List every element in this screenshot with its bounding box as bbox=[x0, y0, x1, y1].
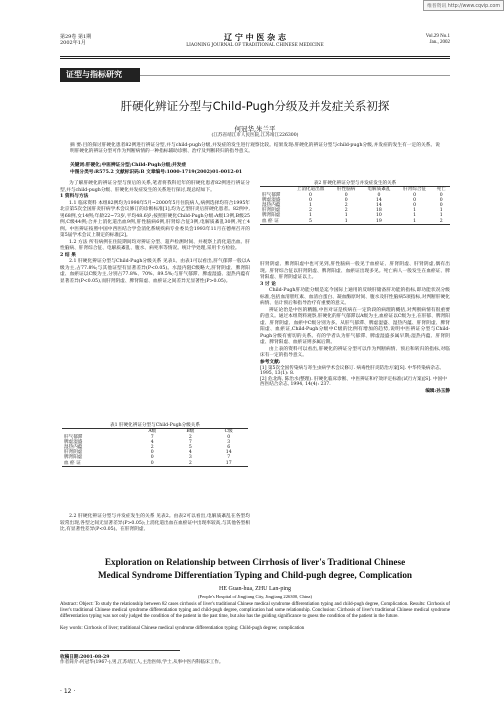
column-header: 电解质紊乱 bbox=[367, 187, 391, 193]
journal-header bbox=[170, 32, 340, 48]
left-column bbox=[60, 181, 250, 285]
table-1-caption: 表1 肝硬化辨证分型与Child-Pugh分级关系 bbox=[110, 423, 200, 428]
english-affiliation: (People's Hospital of Jingjiang City, Jingjiang 226300, China) bbox=[198, 594, 312, 599]
table-cell: 肝气郁滞 bbox=[64, 434, 83, 440]
table-cell: 0 bbox=[413, 192, 417, 198]
footnote-rule bbox=[60, 650, 180, 651]
table-cell: 2 bbox=[344, 208, 348, 214]
table-cell: 1 bbox=[309, 213, 312, 219]
table-cell: 0 bbox=[344, 197, 348, 203]
table-cell: 6 bbox=[227, 445, 231, 451]
table-cell: 19 bbox=[375, 218, 382, 224]
table-cell: 脾虚湿盛 bbox=[64, 439, 83, 445]
banner-rule bbox=[140, 75, 450, 76]
table-cell: 湿热内蕴 bbox=[262, 203, 281, 209]
intro-paragraph: 为了解肝硬化的辨证分型与预后的关系,笔者将我科近年的肝硬化患者82例进行辨证分型,并与child-pugh分级、肝硬化并发症发生的关系进行探讨,现总结如下。 bbox=[60, 181, 250, 193]
table-cell: 0 bbox=[309, 197, 312, 203]
table-cell: 3 bbox=[227, 439, 231, 445]
watermark: 维普资讯 http://www.cqvip.com bbox=[423, 0, 504, 11]
table-2 bbox=[260, 181, 450, 225]
table-cell: 脾肾阳虚 bbox=[64, 455, 83, 461]
table-cell: 7 bbox=[188, 439, 192, 445]
table-cell: 2 bbox=[309, 208, 312, 214]
table-cell: 0 bbox=[309, 192, 312, 198]
table-cell: 14 bbox=[225, 450, 232, 456]
column-header: B级 bbox=[186, 429, 195, 435]
abstract-cn: 摘 要:目的探讨肝硬化患者82例进行辨证分型,并与child-pugh分级,并发症的发生进行观察比较。结果发现:肝硬化的辨证分型与child-pugh分级,并发症的发生有一定的关系。说明肝硬化的辨证分型可作为判断病情的一种指标辅助诊断、治疗及判断转归的指导意义。 bbox=[70, 143, 440, 154]
discussion-paragraph-1: Child-Pugh肝功能分级是迄今国际上通用的反映肝储备肝功能的指标,即功能状况分级标准,包括血清胆红素、血清白蛋白、凝血酶原时间、腹水及肝性脑病5项指标,对判断肝硬化病情、估计预后和指导治疗有重要的意义。 bbox=[260, 288, 450, 306]
table-cell: 1 bbox=[439, 213, 443, 219]
english-abstract: Abstract: Object: To study the relationship between 82 cases cirrhosis of liver's traditional Chinese medical syndrome differentiation typing and child-pugh degree, Complication. Results: Cirrhosis of liver's traditional Chinese medical syndrome differentiation typing and child-pugh degree, complication had some relationship. Conclusion: Cirrhosis of liver's traditional Chinese medical syndrome differentiation typing was not only judged the condition of the patient in the past time, but also has the guiding significance to guess the condition of the patient in the future. bbox=[60, 602, 450, 619]
table-cell: 1 bbox=[344, 218, 348, 224]
clinical-data-paragraph: 1.1 临床资料 本组82例均为1998年5月~2000年5月住院病人,病例选择均符合1995年北京第5次全国肝炎肝病学术会议修订的诊断标准[1],均为乙型肝炎后肝硬化患者。82例中,男68例,女14例;年龄22~73岁,平均48.6岁;按照肝硬化Child-Pugh分级:A级13例,B级25例,C级44例;合并上消化道出血9例,肝性脑病6例,肝肾综合征3例,电解质紊乱30例,死亡4例。中医辨证按照中国中西医结合学会消化系统疾病专业委员会1993年11月在德州召开的第5届学术会议上制定的标准[2]。 bbox=[60, 200, 250, 238]
table-cell: 18 bbox=[375, 208, 382, 214]
table-cell: 3 bbox=[188, 455, 192, 461]
classification: 中图分类号:R575.2 文献标识码:B 文章编号:1000-1719(2002)01-0012-01 bbox=[70, 170, 243, 175]
table-cell: 14 bbox=[375, 197, 382, 203]
english-title-line-1: Exploration on Relationship between Cirrhosis of liver's Traditional Chinese bbox=[104, 557, 406, 567]
affiliation: (江苏省靖江市人民医院,江苏靖江226300) bbox=[211, 133, 299, 138]
column-header: 肝肾综合征 bbox=[403, 187, 427, 193]
english-title-line-2: Medical Syndrome Differentiation Typing and Child-pugh degree, Complication bbox=[97, 569, 413, 580]
table-cell: 1 bbox=[413, 208, 417, 214]
table-cell: 0 bbox=[413, 197, 417, 203]
discussion-paragraph-3: 由上表的资料可以看出,肝硬化的辨证分型可以作为判断病情、预后和转归的指标,对临床有一定的指导意义。 bbox=[260, 346, 450, 358]
footnote bbox=[60, 655, 450, 666]
right-column bbox=[260, 262, 450, 394]
table-cell: 血 瘀 证 bbox=[64, 460, 81, 466]
page-number: · 12 · bbox=[60, 688, 76, 695]
english-keywords: Key words: Cirrhosis of liver; traditional Chinese medical syndrome differentiation typing; Child-pugh degree; complication bbox=[60, 626, 305, 631]
table-cell: 0 bbox=[439, 197, 443, 203]
header-right bbox=[426, 34, 450, 46]
results-continued: 肝肾阴虚、脾肾阳虚中也可见到,肝性脑病一般见于血瘀证、肝肾阴虚、肝肾阴虚,偶有出现。肝肾综合征以肝肾阴虚、脾肾阳虚、血瘀证出现多见。死亡病人一般发生在血瘀证、脾肾阳虚、肝肾阴虚证以上。 bbox=[260, 262, 450, 280]
table-cell: 2 bbox=[150, 445, 154, 451]
issue-date: 2002年1月 bbox=[60, 40, 86, 47]
table-cell: 5 bbox=[309, 218, 312, 224]
column-header: 死亡 bbox=[436, 187, 446, 193]
table-cell: 7 bbox=[150, 434, 154, 440]
reference-item: [1] 第5次全国传染病与寄生虫病学术会议修订. 病毒性肝炎防治方案[S]. 中华传染病杂志, 1995, 13(1): 8. bbox=[260, 366, 442, 377]
table-cell: 10 bbox=[375, 213, 382, 219]
english-authors: HE Guan-hua, ZHU Lan-ping bbox=[219, 586, 291, 592]
volume-issue: 第29卷 第1期 bbox=[60, 34, 92, 40]
references-title: 参考文献: bbox=[260, 359, 281, 365]
author-bio: 作者简介:何冠华(1967-),男,江苏靖江人,主治医师,学士,从事中医内科临床工作。 bbox=[60, 660, 224, 666]
table-cell: 2 bbox=[344, 203, 348, 209]
english-title bbox=[60, 556, 450, 581]
section-banner: 证型与指标研究 bbox=[60, 68, 140, 82]
section-heading-2: 2 结 果 bbox=[60, 252, 76, 258]
editor-credit: 编辑:孙玉静 bbox=[425, 388, 450, 394]
table-cell: 0 bbox=[227, 434, 231, 440]
date-en: Jan., 2002 bbox=[429, 40, 450, 46]
table-cell: 0 bbox=[439, 203, 443, 209]
table-cell: 1 bbox=[439, 208, 443, 214]
table-cell: 0 bbox=[439, 192, 443, 198]
table-cell: 1 bbox=[309, 203, 312, 209]
table-cell: 肝肾阴虚 bbox=[262, 208, 281, 214]
column-header: A级 bbox=[148, 429, 157, 435]
table-cell: 1 bbox=[344, 213, 348, 219]
table-cell: 17 bbox=[225, 460, 232, 466]
table-cell: 湿热内蕴 bbox=[64, 445, 83, 451]
table-2-bottom-rule bbox=[260, 224, 450, 225]
reference-item: [2] 危北海, 陈治水(整理). 肝硬化临床诊断、中医辨证和疗效评定标准(试行方案)[S]. 中国中西医结合杂志, 1994, 14(4): 237. bbox=[260, 376, 447, 388]
results-paragraph-2: 2.2 肝硬化辨证分型与并发症发生的关系 见表2。由表2可以看出,电解质紊乱在各型均较常出现,各型之间无显著差异(P>0.05);上消化道出血在血瘀证中出现率较高,与其他各型相比,有显著性差异(P<0.05)。在肝肾阴虚、 bbox=[60, 514, 250, 532]
table-cell: 1 bbox=[413, 218, 417, 224]
methods-paragraph: 1.2 方法 所有病例在住院期间均对辨证分型、超声检测时间、并观察上消化道出血、肝性脑病、肝肾综合征、电解质紊乱、腹水、病死率等情况。统计学处理,采用卡方检验。 bbox=[60, 239, 250, 251]
table-cell: 肝肾阴虚 bbox=[64, 450, 83, 456]
received-date: 收稿日期:2001-08-29 bbox=[60, 655, 110, 660]
section-heading-3: 3 讨 论 bbox=[260, 281, 276, 287]
header-rule-2 bbox=[60, 58, 450, 59]
table-cell: 4 bbox=[188, 450, 192, 456]
vol-no: Vol.29 No.1 bbox=[425, 34, 450, 39]
results-paragraph: 2.1 肝硬化辨证分型与Child-Pugh分级关系 见表1。由表1可以看出,肝气郁滞一般以A级为主,占77.8%;与其他证型有显著差异(P<0.05)。水湿内阻C级略大,肝肾阴虚、脾肾阳虚、血瘀证以C级为主,分别占77.8%、70%、89.5%;与肝气郁滞、脾虚湿盛、湿热内蕴有显著差异(P<0.05),而肝肾阴虚、脾肾阳虚、血瘀证之间差异无显著性(P>0.05)。 bbox=[60, 259, 250, 284]
column-header: C级 bbox=[224, 429, 233, 435]
article-title: 肝硬化辨证分型与Child-Pugh分级及并发症关系初探 bbox=[120, 99, 390, 113]
section-heading-1: 1 资料与方法 bbox=[60, 194, 89, 199]
table-1-bottom-rule bbox=[62, 466, 248, 467]
table-2-caption: 表2 肝硬化辨证分型与并发症发生的关系 bbox=[313, 181, 397, 186]
keywords-cn: 关键词:肝硬化;中医辨证分型;Child-Pugh分级;并发症 bbox=[70, 163, 187, 168]
table-cell: 血 瘀 证 bbox=[262, 218, 279, 224]
table-cell: 0 bbox=[377, 192, 381, 198]
table-cell: 0 bbox=[344, 192, 348, 198]
table-2-grid bbox=[260, 187, 450, 223]
discussion-paragraph-2: 辨证论治是中医的精髓,中医对证是疾病在一定阶段的病理的概括,对判断病情有很重要的意义。通过本组资料观察,肝硬化的肝气郁滞以A级为主,血瘀证以C级为主,在肝郁、脾肾阳虚、肝肾阴虚、血瘀中C级分别为多。从肝气郁滞、脾虚湿盛、湿热内蕴、肝肾阴虚、脾肾阳虚、血瘀证,Child-Pugh分级中C级的比例有增加的趋势,说明中医辨证分型与Child-Pugh分级有密切的关系。有的学者认为肝气郁滞、脾虚湿盛多属早期;湿热内蕴、肝肾阴虚、脾肾阳虚、血瘀证则多属后期。 bbox=[260, 307, 450, 345]
table-cell: 0 bbox=[150, 450, 154, 456]
table-cell: 2 bbox=[188, 434, 192, 440]
table-cell: 5 bbox=[188, 445, 192, 451]
column-header: 肝性脑病 bbox=[337, 187, 356, 193]
column-header: 上消化道出血 bbox=[296, 187, 325, 193]
table-cell: 1 bbox=[413, 213, 417, 219]
table-cell: 7 bbox=[227, 455, 231, 461]
header-rule bbox=[60, 56, 450, 57]
table-cell: 脾虚湿盛 bbox=[262, 197, 281, 203]
table-cell: 4 bbox=[150, 439, 154, 445]
table-cell: 肝气郁滞 bbox=[262, 192, 281, 198]
authors: 何冠华,朱兰平 bbox=[234, 125, 276, 133]
table-cell: 脾肾阳虚 bbox=[262, 213, 281, 219]
table-cell: 0 bbox=[150, 460, 154, 466]
table-1 bbox=[62, 423, 248, 467]
table-cell: 2 bbox=[439, 218, 443, 224]
table-1-grid bbox=[62, 429, 248, 465]
journal-name-en: LIAONING JOURNAL OF TRADITIONAL CHINESE MEDICINE bbox=[186, 43, 324, 48]
header-left bbox=[60, 34, 91, 46]
table-cell: 14 bbox=[375, 203, 382, 209]
table-cell: 0 bbox=[413, 203, 417, 209]
table-cell: 2 bbox=[188, 460, 192, 466]
journal-name-cn: 辽 宁 中 医 杂 志 bbox=[224, 33, 286, 42]
table-cell: 0 bbox=[150, 455, 154, 461]
